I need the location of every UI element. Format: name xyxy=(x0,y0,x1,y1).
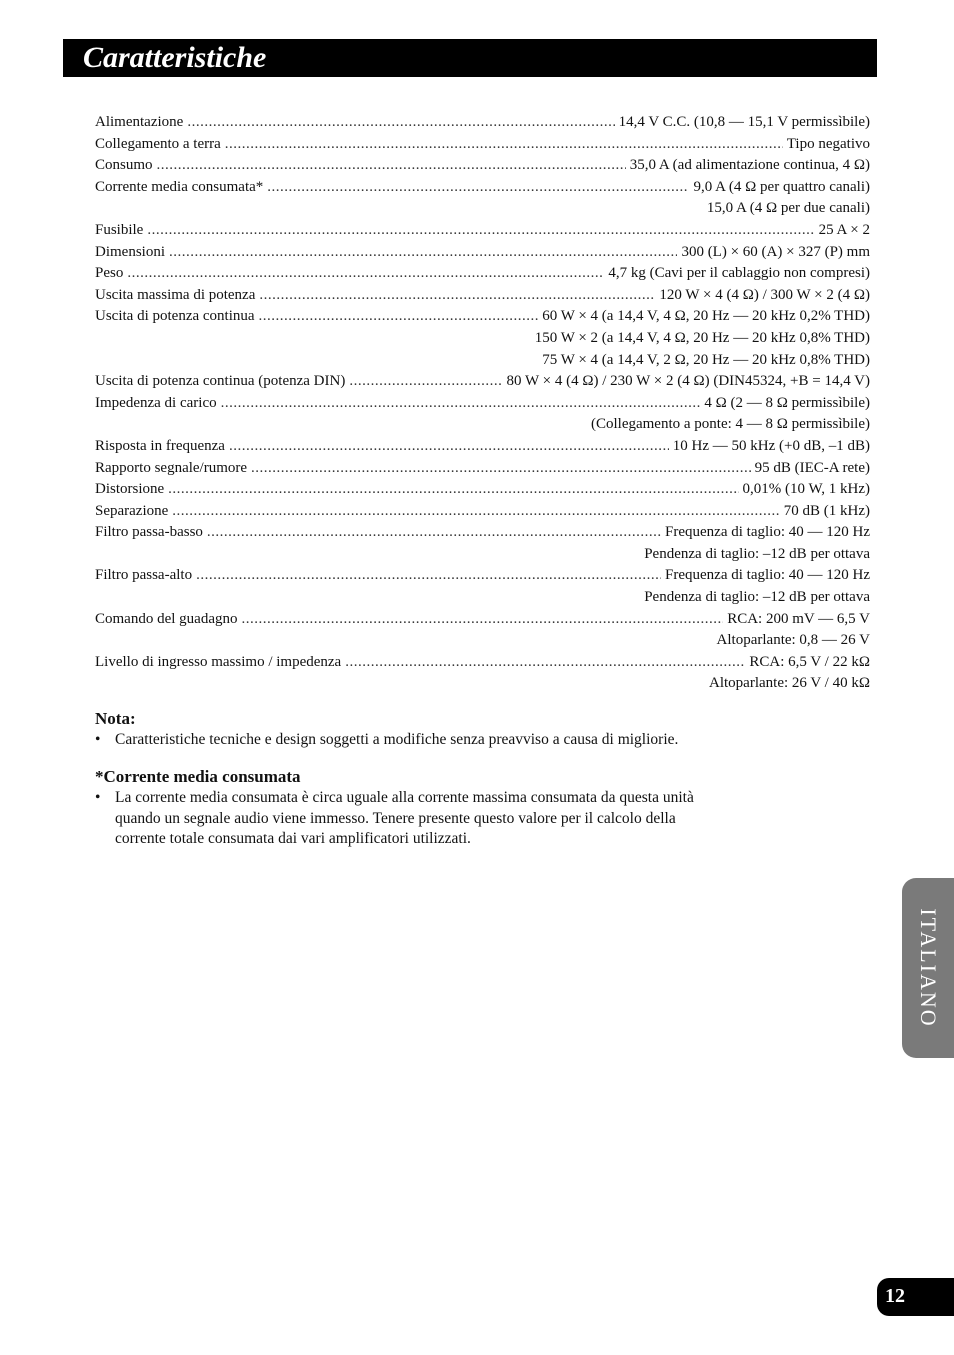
spec-value: 4 Ω (2 — 8 Ω permissìbile) xyxy=(704,394,870,411)
spec-row xyxy=(95,112,870,134)
spec-row xyxy=(95,414,870,436)
spec-value: Frequenza di taglio: 40 — 120 Hz xyxy=(665,524,870,541)
spec-value: 60 W × 4 (a 14,4 V, 4 Ω, 20 Hz — 20 kHz 0,2% THD) xyxy=(542,308,870,325)
spec-label: Consumo xyxy=(95,157,153,174)
spec-row xyxy=(95,350,870,372)
spec-value: (Collegamento a ponte: 4 — 8 Ω permissìbile) xyxy=(590,416,870,433)
dot-leader xyxy=(229,436,669,458)
spec-row xyxy=(95,155,870,177)
spec-row xyxy=(95,436,870,458)
note-text: • Caratteristiche tecniche e design soggetti a modifiche senza preavviso a causa di migliorie. xyxy=(95,730,875,751)
spec-label: Impedenza di carico xyxy=(95,394,217,411)
spec-value: Tipo negativo xyxy=(786,135,870,152)
spec-label: Filtro passa-alto xyxy=(95,567,193,584)
dot-leader xyxy=(259,285,655,307)
dot-leader xyxy=(251,458,751,480)
spec-row xyxy=(95,501,870,523)
dot-leader xyxy=(207,522,661,544)
spec-value: 25 A × 2 xyxy=(818,221,870,238)
title-bar xyxy=(63,39,877,77)
spec-label: Dimensioni xyxy=(95,243,165,260)
spec-label: Distorsione xyxy=(95,481,165,498)
dot-leader xyxy=(225,134,783,156)
spec-label: Uscita di potenza continua (potenza DIN) xyxy=(95,373,346,390)
dot-leader xyxy=(169,242,677,264)
spec-row xyxy=(95,306,870,328)
spec-row xyxy=(95,220,870,242)
spec-row xyxy=(95,458,870,480)
spec-row xyxy=(95,673,870,695)
spec-label: Uscita massima di potenza xyxy=(95,286,256,303)
spec-row xyxy=(95,371,870,393)
spec-value: 10 Hz — 50 kHz (+0 dB, –1 dB) xyxy=(672,437,870,454)
note-heading: Nota: xyxy=(95,709,136,728)
dot-leader xyxy=(259,306,539,328)
spec-label: Collegamento a terra xyxy=(95,135,221,152)
spec-label: Comando del guadagno xyxy=(95,610,238,627)
dot-leader xyxy=(221,393,701,415)
dot-leader xyxy=(267,177,689,199)
spec-row xyxy=(95,630,870,652)
dot-leader xyxy=(147,220,814,242)
spec-row xyxy=(95,587,870,609)
spec-value: 0,01% (10 W, 1 kHz) xyxy=(742,481,870,498)
dot-leader xyxy=(157,155,626,177)
page-title: Caratteristiche xyxy=(83,41,267,74)
page-number: 12 xyxy=(885,1285,905,1307)
spec-value: Pendenza di taglio: –12 dB per ottava xyxy=(644,545,870,562)
average-current-text: • La corrente media consumata è circa uguale alla corrente massima consumata da questa unità quando un segnale audio viene immesso. Tenere presente questo valore per il calcolo della corrente totale consumata dai vari amplificatori utilizzati. xyxy=(95,788,715,850)
spec-value: Altoparlante: 0,8 — 26 V xyxy=(716,632,870,649)
page-number-badge xyxy=(877,1278,954,1316)
spec-row xyxy=(95,609,870,631)
specifications-list xyxy=(95,112,870,695)
spec-value: RCA: 200 mV — 6,5 V xyxy=(727,610,870,627)
dot-leader xyxy=(127,263,604,285)
spec-value: 4,7 kg (Cavi per il cablaggio non compresi) xyxy=(608,265,870,282)
spec-label: Rapporto segnale/rumore xyxy=(95,459,248,476)
spec-label: Peso xyxy=(95,265,124,282)
spec-row xyxy=(95,652,870,674)
spec-label: Risposta in frequenza xyxy=(95,437,225,454)
dot-leader xyxy=(345,652,745,674)
dot-leader xyxy=(241,609,723,631)
spec-label: Livello di ingresso massimo / impedenza xyxy=(95,653,342,670)
spec-value: 75 W × 4 (a 14,4 V, 2 Ω, 20 Hz — 20 kHz 0,8% THD) xyxy=(542,351,870,368)
spec-label: Separazione xyxy=(95,502,169,519)
spec-value: RCA: 6,5 V / 22 kΩ xyxy=(749,653,870,670)
dot-leader xyxy=(349,371,502,393)
spec-label: Fusibile xyxy=(95,221,144,238)
spec-value: 150 W × 2 (a 14,4 V, 4 Ω, 20 Hz — 20 kHz 0,8% THD) xyxy=(534,329,870,346)
language-tab-label: ITALIANO xyxy=(916,908,941,1028)
dot-leader xyxy=(196,565,661,587)
spec-value: 95 dB (IEC-A rete) xyxy=(754,459,870,476)
spec-value: 14,4 V C.C. (10,8 — 15,1 V permissìbile) xyxy=(618,114,870,130)
spec-value: 9,0 A (4 Ω per quattro canali) xyxy=(693,178,870,195)
spec-value: 70 dB (1 kHz) xyxy=(783,502,870,519)
spec-label: Uscita di potenza continua xyxy=(95,308,255,325)
spec-value: Pendenza di taglio: –12 dB per ottava xyxy=(644,589,870,606)
spec-value: 120 W × 4 (4 Ω) / 300 W × 2 (4 Ω) xyxy=(659,286,870,303)
spec-value: Altoparlante: 26 V / 40 kΩ xyxy=(709,675,870,692)
spec-row xyxy=(95,134,870,156)
spec-row xyxy=(95,328,870,350)
spec-row xyxy=(95,198,870,220)
dot-leader xyxy=(168,479,738,501)
spec-row xyxy=(95,522,870,544)
spec-row xyxy=(95,263,870,285)
dot-leader xyxy=(172,501,779,523)
spec-value: 35,0 A (ad alimentazione continua, 4 Ω) xyxy=(629,157,870,174)
spec-row xyxy=(95,479,870,501)
spec-label: Filtro passa-basso xyxy=(95,524,203,541)
spec-row xyxy=(95,242,870,264)
language-tab xyxy=(902,878,954,1058)
spec-value: Frequenza di taglio: 40 — 120 Hz xyxy=(665,567,870,584)
note-section xyxy=(95,708,875,751)
spec-row xyxy=(95,544,870,566)
dot-leader xyxy=(187,112,614,134)
spec-value: 80 W × 4 (4 Ω) / 230 W × 2 (4 Ω) (DIN45324, +B = 14,4 V) xyxy=(506,373,870,390)
spec-row xyxy=(95,393,870,415)
spec-value: 15,0 A (4 Ω per due canali) xyxy=(706,200,870,217)
spec-label: Alimentazione xyxy=(95,114,184,130)
spec-value: 300 (L) × 60 (A) × 327 (P) mm xyxy=(681,243,870,260)
spec-row xyxy=(95,285,870,307)
spec-row xyxy=(95,177,870,199)
average-current-section xyxy=(95,766,715,850)
spec-row xyxy=(95,565,870,587)
average-current-heading: *Corrente media consumata xyxy=(95,767,301,786)
spec-label: Corrente media consumata* xyxy=(95,178,264,195)
